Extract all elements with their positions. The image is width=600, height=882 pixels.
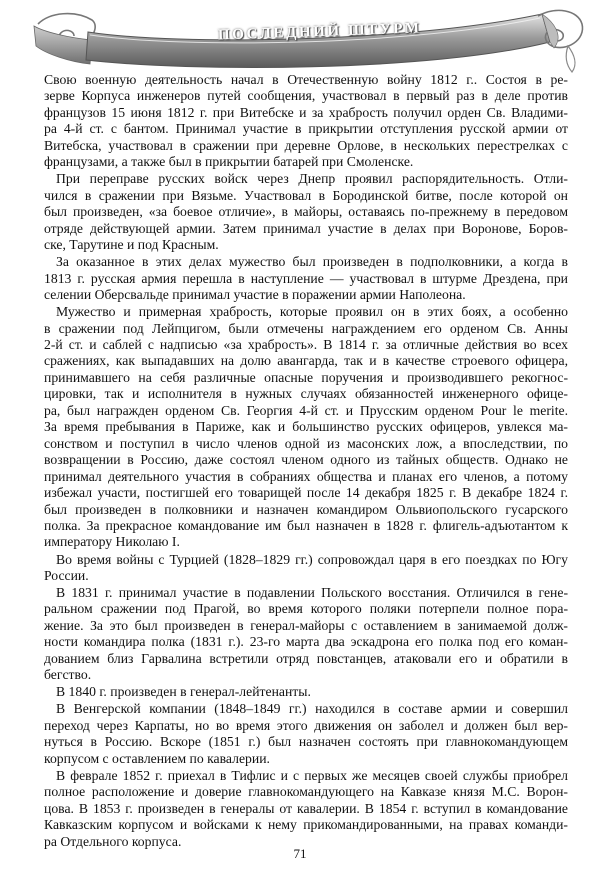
paragraph — [44, 585, 568, 684]
text-line: зерве Корпуса инженеров путей сообщения, участвовал в первый раз в деле против — [44, 88, 568, 104]
paragraph — [44, 254, 568, 303]
text-line: полное расположение и доверие главнокомандующего на Кавказе князя М.С. Ворон- — [44, 784, 568, 800]
text-line: ра Отдельного корпуса. — [44, 833, 182, 849]
text-line: 2-й ст. и саблей с надписью «за храбрость». В 1814 г. за отличные действия во всех — [44, 337, 568, 353]
text-line: был произведен, «за боевое отличие», в майоры, оставаясь по-прежнему в передовом — [44, 204, 568, 220]
text-line: В феврале 1852 г. приехал в Тифлис и с первых же месяцев своей службы приобрел — [56, 767, 568, 783]
text-line: Кавказским корпусом и войсками к нему прикомандированными, на правах команди- — [44, 817, 568, 833]
text-line: императору Николаю I. — [44, 534, 180, 550]
text-line: полка. За прекрасное командование им был назначен в 1828 г. флигель-адъютантом к — [44, 518, 568, 534]
paragraph — [44, 684, 568, 700]
text-line: жение. За это был произведен в генерал-майоры с оставлением в занимаемой долж- — [44, 617, 568, 633]
text-line: был произведен в полковники и назначен командиром Ольвиопольского гусарского — [44, 501, 568, 517]
paragraph — [44, 552, 568, 585]
text-line: цировки, так и исполнителя в нужных случаях обязанностей инженерного офице- — [44, 386, 568, 402]
text-line: возвращении в Россию, даже состоял членом одного из тайных обществ. Однако не — [44, 452, 568, 468]
text-line: нуться в Россию. Вскоре (1851 г.) был назначен состоять при главнокомандующем — [44, 734, 568, 750]
text-line: сражениях, как выпадавших на долю авангарда, так и в качестве строевого офицера, — [44, 353, 568, 369]
text-line: дованием близ Гарвалина встретили отряд повстанцев, атаковали его и обратили в — [44, 650, 568, 666]
text-line: В 1831 г. принимал участие в подавлении Польского восстания. Отличился в гене- — [56, 585, 568, 601]
text-line: селении Оберсвальде принимал участие в поражении армии Наполеона. — [44, 287, 466, 303]
text-line: сонством и поступил в число членов одной из масонских лож, а впоследствии, по — [44, 435, 568, 451]
paragraph — [44, 701, 568, 767]
text-line: Витебска, участвовал в сражении при деревне Орлове, в нескольких перестрелках с — [44, 137, 568, 153]
text-line: переход через Карпаты, но во время этого движения он заболел и должен был вер- — [44, 717, 568, 733]
text-line: 1813 г. русская армия перешла в наступление — участвовал в штурме Дрездена, при — [44, 270, 568, 286]
paragraph — [44, 304, 568, 551]
paragraph — [44, 768, 568, 850]
text-line: французами, а также был в прикрытии батарей при Смоленске. — [44, 154, 414, 170]
text-line: в сражении под Лейпцигом, были отмечены награждением его орденом Св. Анны — [44, 320, 568, 336]
text-line: ра 4-й ст. с бантом. Принимал участие в прикрытии отступления русской армии от — [44, 121, 568, 137]
text-line: цова. В 1853 г. произведен в генералы от кавалерии. В 1854 г. вступил в командование — [44, 800, 568, 816]
text-line: Во время войны с Турцией (1828–1829 гг.) сопровождал царя в его поездках по Югу — [56, 551, 568, 567]
text-line: Свою военную деятельность начал в Отечественную войну 1812 г.. Состоя в ре- — [44, 72, 568, 87]
text-line: отряде действующей армии. Затем принимал участие в делах при Воронове, Боров- — [44, 220, 568, 236]
paragraph — [44, 72, 568, 171]
text-line: бегство. — [44, 667, 92, 683]
text-line: России. — [44, 567, 89, 583]
text-line: За оказанное в этих делах мужество был произведен в подполковники, а когда в — [56, 254, 568, 270]
text-line: чился в сражении при Вязьме. Участвовал в Бородинской битве, после которой он — [44, 187, 568, 203]
text-line: За время пребывания в Париже, как и большинство русских офицеров, увлекся ма- — [44, 419, 568, 435]
text-line: корпусом с оставлением по кавалерии. — [44, 750, 270, 766]
text-line: ральном сражении под Прагой, во время которого поляки потерпели полное пора- — [44, 601, 568, 617]
text-line: избежал участи, постигшей его товарищей после 14 декабря 1825 г. В декабре 1824 г. — [44, 485, 568, 501]
body-text — [44, 72, 568, 851]
running-header-title: ПОСЛЕДНИЙ ШТУРМ — [217, 20, 422, 44]
text-line: ске, Тарутине и под Красным. — [44, 237, 219, 253]
paragraph — [44, 171, 568, 253]
text-line: ра, был награжден орденом Св. Георгия 4-й ст. и Прусским орденом Pour le merite. — [44, 402, 568, 418]
text-line: В 1840 г. произведен в генерал-лейтенанты. — [56, 684, 311, 700]
text-line: ности командира полка (1831 г.). 23-го марта два эскадрона его полка под его коман- — [44, 634, 568, 650]
text-line: принимал деятельного участия в собраниях общества и планах его членов, а потому — [44, 468, 568, 484]
text-line: В Венгерской компании (1848–1849 гг.) находился в составе армии и совершил — [56, 701, 568, 717]
text-line: французов 15 июня 1812 г. при Витебске и за храбрость получил орден Св. Владими- — [44, 104, 568, 120]
page-number: 71 — [293, 846, 307, 861]
text-line: принимавшего на себя различные опасные поручения и производившего рекогнос- — [44, 369, 568, 385]
text-line: При переправе русских войск через Днепр проявил распорядительность. Отли- — [56, 171, 568, 187]
text-line: Мужество и примерная храбрость, которые проявил он в этих боях, а особенно — [56, 304, 568, 320]
